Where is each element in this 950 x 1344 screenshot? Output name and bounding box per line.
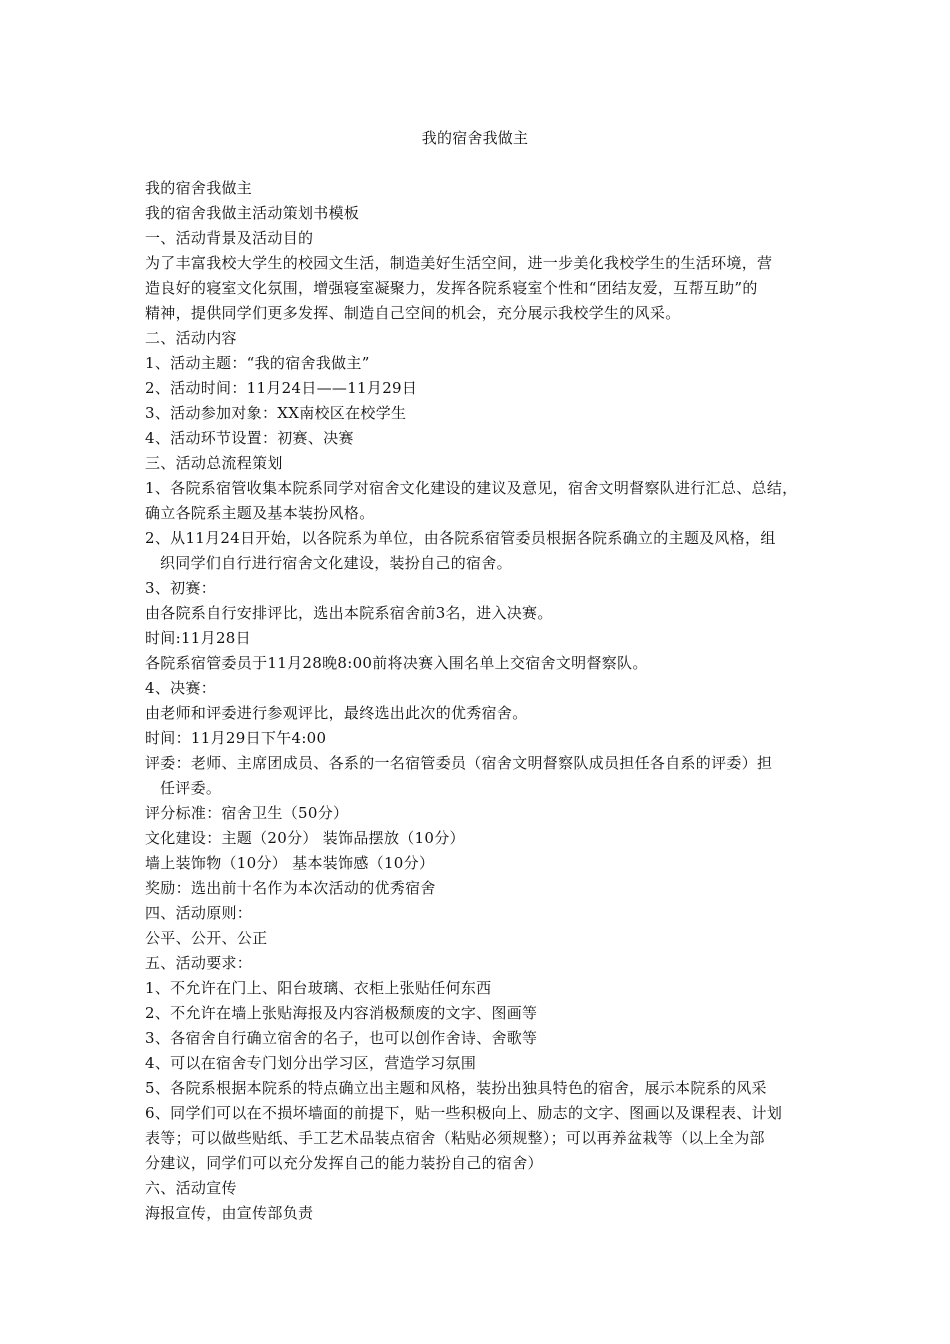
body-line: 任评委。 — [160, 779, 222, 797]
body-line: 一、活动背景及活动目的 — [145, 229, 314, 247]
body-line: 4、可以在宿舍专门划分出学习区，营造学习氛围 — [145, 1054, 477, 1072]
body-line: 三、活动总流程策划 — [145, 454, 283, 472]
body-line: 我的宿舍我做主活动策划书模板 — [145, 204, 360, 222]
document-body — [145, 176, 820, 1226]
body-line: 墙上装饰物（10分） 基本装饰感（10分） — [145, 854, 435, 872]
body-line: 5、各院系根据本院系的特点确立出主题和风格，装扮出独具特色的宿舍，展示本院系的风采 — [145, 1079, 767, 1097]
body-line: 1、不允许在门上、阳台玻璃、衣柜上张贴任何东西 — [145, 979, 492, 997]
document-title: 我的宿舍我做主 — [421, 129, 529, 147]
body-line: 1、活动主题：“我的宿舍我做主” — [145, 354, 370, 372]
body-line: 由各院系自行安排评比，选出本院系宿舍前3名，进入决赛。 — [145, 604, 553, 622]
body-line: 二、活动内容 — [145, 329, 237, 347]
body-line: 评分标准：宿舍卫生（50分） — [145, 804, 349, 822]
body-line: 我的宿舍我做主 — [145, 179, 253, 197]
body-line: 3、初赛： — [145, 579, 217, 597]
body-line: 2、活动时间：11月24日——11月29日 — [145, 379, 418, 397]
body-line: 6、同学们可以在不损坏墙面的前提下，贴一些积极向上、励志的文字、图画以及课程表、计划 — [145, 1104, 783, 1122]
body-line: 公平、公开、公正 — [145, 929, 268, 947]
body-line: 精神，提供同学们更多发挥、制造自己空间的机会，充分展示我校学生的风采。 — [145, 304, 681, 322]
body-line: 1、各院系宿管收集本院系同学对宿舍文化建设的建议及意见，宿舍文明督察队进行汇总、总结， — [145, 479, 798, 497]
body-line: 评委：老师、主席团成员、各系的一名宿管委员（宿舍文明督察队成员担任各自系的评委）担 — [145, 754, 773, 772]
body-line: 织同学们自行进行宿舍文化建设，装扮自己的宿舍。 — [160, 554, 512, 572]
body-line: 五、活动要求： — [145, 954, 253, 972]
body-line: 各院系宿管委员于11月28晚8:00前将决赛入围名单上交宿舍文明督察队。 — [145, 654, 648, 672]
body-line: 时间:11月28日 — [145, 629, 251, 647]
body-line: 由老师和评委进行参观评比，最终选出此次的优秀宿舍。 — [145, 704, 528, 722]
body-line: 2、从11月24日开始，以各院系为单位，由各院系宿管委员根据各院系确立的主题及风格，组 — [145, 529, 776, 547]
body-line: 造良好的寝室文化氛围，增强寝室凝聚力，发挥各院系寝室个性和“团结友爱，互帮互助”的 — [145, 279, 758, 297]
body-line: 六、活动宣传 — [145, 1179, 237, 1197]
body-line: 表等；可以做些贴纸、手工艺术品装点宿舍（粘贴必须规整）；可以再养盆栽等（以上全为部 — [145, 1129, 765, 1147]
body-line: 3、活动参加对象：XX南校区在校学生 — [145, 404, 407, 422]
body-line: 奖励：选出前十名作为本次活动的优秀宿舍 — [145, 879, 436, 897]
body-line: 4、活动环节设置：初赛、决赛 — [145, 429, 354, 447]
body-line: 2、不允许在墙上张贴海报及内容消极颓废的文字、图画等 — [145, 1004, 538, 1022]
body-line: 为了丰富我校大学生的校园文生活，制造美好生活空间，进一步美化我校学生的生活环境，营 — [145, 254, 773, 272]
body-line: 海报宣传，由宣传部负责 — [145, 1204, 314, 1222]
body-line: 确立各院系主题及基本装扮风格。 — [145, 504, 375, 522]
body-line: 3、各宿舍自行确立宿舍的名子，也可以创作舍诗、舍歌等 — [145, 1029, 538, 1047]
body-line: 4、决赛： — [145, 679, 217, 697]
body-line: 文化建设：主题（20分） 装饰品摆放（10分） — [145, 829, 465, 847]
body-line: 时间：11月29日下午4:00 — [145, 729, 327, 747]
body-line: 四、活动原则： — [145, 904, 253, 922]
body-line: 分建议，同学们可以充分发挥自己的能力装扮自己的宿舍） — [145, 1154, 543, 1172]
